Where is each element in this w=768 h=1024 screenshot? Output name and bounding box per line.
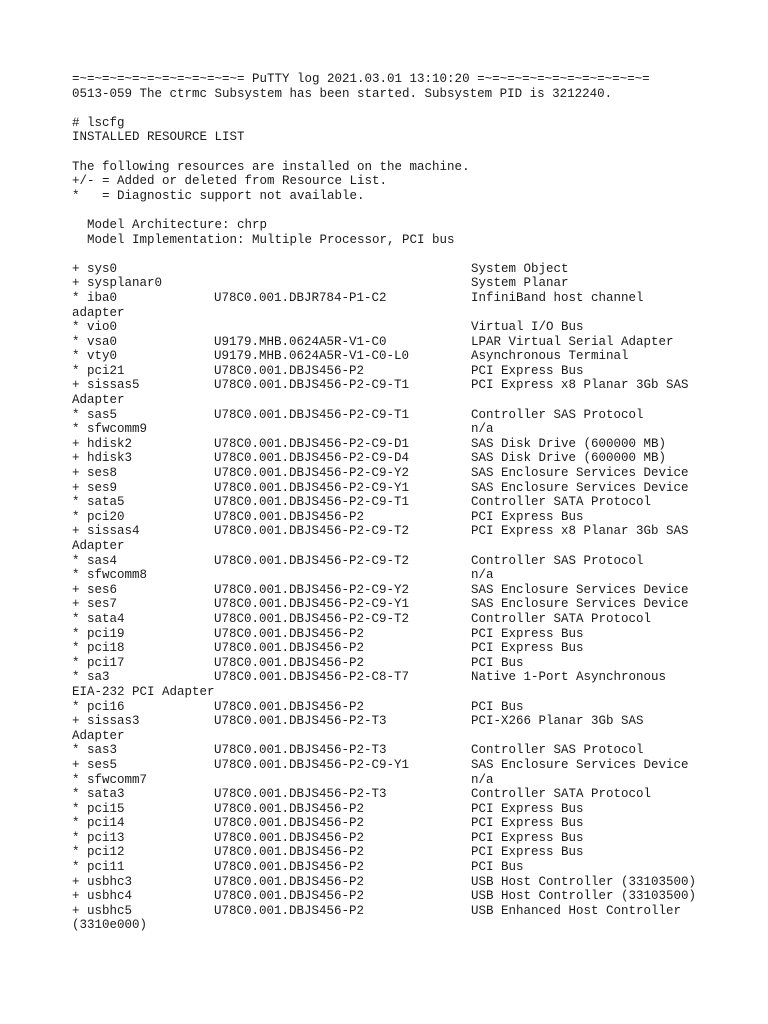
spacer bbox=[72, 203, 712, 218]
resource-location: U78C0.001.DBJS456-P2 bbox=[214, 363, 365, 378]
resource-row bbox=[72, 597, 712, 612]
resource-description: n/a bbox=[471, 772, 494, 787]
resource-description: Native 1-Port Asynchronous bbox=[471, 670, 667, 685]
resource-name: + ses7 bbox=[72, 597, 118, 612]
resource-name: * pci21 bbox=[72, 363, 125, 378]
resource-row bbox=[72, 554, 712, 569]
resource-description: SAS Enclosure Services Device bbox=[471, 466, 689, 481]
resource-row bbox=[72, 524, 712, 539]
resource-name: + sysplanar0 bbox=[72, 276, 163, 291]
resource-name: * pci19 bbox=[72, 626, 125, 641]
resource-description: System Planar bbox=[471, 276, 569, 291]
resource-name: + ses8 bbox=[72, 466, 118, 481]
resource-name: * vio0 bbox=[72, 320, 118, 335]
resource-description: LPAR Virtual Serial Adapter bbox=[471, 334, 674, 349]
resource-row bbox=[72, 583, 712, 598]
resource-row bbox=[72, 335, 712, 350]
resource-name: + sissas3 bbox=[72, 714, 140, 729]
resource-description: SAS Enclosure Services Device bbox=[471, 480, 689, 495]
resource-description: PCI Express x8 Planar 3Gb SAS bbox=[471, 378, 689, 393]
resource-name: + sissas4 bbox=[72, 524, 140, 539]
resource-row bbox=[72, 656, 712, 671]
resource-row bbox=[72, 845, 712, 860]
resource-description: n/a bbox=[471, 568, 494, 583]
resource-row bbox=[72, 291, 712, 306]
resource-description: PCI Express Bus bbox=[471, 830, 584, 845]
resource-name: * pci17 bbox=[72, 655, 125, 670]
resource-row bbox=[72, 831, 712, 846]
spacer bbox=[72, 145, 712, 160]
resource-location: U78C0.001.DBJS456-P2-C9-T2 bbox=[214, 611, 410, 626]
resource-row bbox=[72, 276, 712, 291]
resource-location: U78C0.001.DBJS456-P2-C9-D4 bbox=[214, 451, 410, 466]
resource-location: U78C0.001.DBJS456-P2 bbox=[214, 699, 365, 714]
resource-location: U78C0.001.DBJS456-P2-C9-T1 bbox=[214, 378, 410, 393]
resource-name: + hdisk3 bbox=[72, 451, 133, 466]
resource-name: * pci12 bbox=[72, 845, 125, 860]
resource-name: + sys0 bbox=[72, 261, 118, 276]
resource-description: PCI Bus bbox=[471, 699, 524, 714]
resource-description: PCI Express Bus bbox=[471, 845, 584, 860]
resource-description-continued: adapter bbox=[72, 305, 125, 320]
intro-line: The following resources are installed on the machine. bbox=[72, 159, 470, 174]
resource-row bbox=[72, 802, 712, 817]
resource-name: * pci16 bbox=[72, 699, 125, 714]
resource-description: PCI Bus bbox=[471, 655, 524, 670]
resource-row bbox=[72, 320, 712, 335]
resource-row bbox=[72, 481, 712, 496]
spacer bbox=[72, 247, 712, 262]
resource-row bbox=[72, 612, 712, 627]
resource-row bbox=[72, 627, 712, 642]
spacer bbox=[72, 101, 712, 116]
resource-description: PCI Bus bbox=[471, 860, 524, 875]
resource-location: U78C0.001.DBJS456-P2-C9-Y1 bbox=[214, 757, 410, 772]
resource-description: SAS Disk Drive (600000 MB) bbox=[471, 436, 667, 451]
resource-location: U78C0.001.DBJS456-P2-C9-Y2 bbox=[214, 582, 410, 597]
resource-description: PCI Express x8 Planar 3Gb SAS bbox=[471, 524, 689, 539]
resource-location: U9179.MHB.0624A5R-V1-C0 bbox=[214, 334, 387, 349]
resource-row bbox=[72, 451, 712, 466]
model-architecture: Model Architecture: chrp bbox=[72, 217, 268, 232]
terminal-log-page bbox=[72, 72, 712, 933]
resource-location: U78C0.001.DBJS456-P2 bbox=[214, 845, 365, 860]
resource-location: U78C0.001.DBJR784-P1-C2 bbox=[214, 290, 387, 305]
resource-location: U78C0.001.DBJS456-P2-C9-Y1 bbox=[214, 480, 410, 495]
resource-name: * sas4 bbox=[72, 553, 118, 568]
resource-row bbox=[72, 466, 712, 481]
resource-description-continued: EIA-232 PCI Adapter bbox=[72, 684, 215, 699]
resource-description: USB Enhanced Host Controller bbox=[471, 903, 682, 918]
resource-description: System Object bbox=[471, 261, 569, 276]
resource-description: PCI Express Bus bbox=[471, 626, 584, 641]
resource-location: U78C0.001.DBJS456-P2-C9-T1 bbox=[214, 495, 410, 510]
resource-description: Asynchronous Terminal bbox=[471, 349, 629, 364]
resource-location: U9179.MHB.0624A5R-V1-C0-L0 bbox=[214, 349, 410, 364]
resource-name: + usbhc4 bbox=[72, 889, 133, 904]
resource-location: U78C0.001.DBJS456-P2 bbox=[214, 626, 365, 641]
resource-description: Controller SATA Protocol bbox=[471, 787, 652, 802]
resource-name: * vty0 bbox=[72, 349, 118, 364]
legend-line-added: +/- = Added or deleted from Resource List. bbox=[72, 174, 388, 189]
resource-row bbox=[72, 422, 712, 437]
resource-location: U78C0.001.DBJS456-P2 bbox=[214, 801, 365, 816]
resource-location: U78C0.001.DBJS456-P2 bbox=[214, 816, 365, 831]
resource-name: * sas5 bbox=[72, 407, 118, 422]
resource-row bbox=[72, 437, 712, 452]
resource-description: PCI Express Bus bbox=[471, 363, 584, 378]
resource-name: * sa3 bbox=[72, 670, 110, 685]
resource-row bbox=[72, 495, 712, 510]
resource-description: InfiniBand host channel bbox=[471, 290, 644, 305]
resource-name: * sata5 bbox=[72, 495, 125, 510]
resource-row bbox=[72, 670, 712, 685]
resource-description: USB Host Controller (33103500) bbox=[471, 874, 697, 889]
resource-name: + usbhc3 bbox=[72, 874, 133, 889]
resource-name: * pci20 bbox=[72, 509, 125, 524]
resource-location: U78C0.001.DBJS456-P2-T3 bbox=[214, 787, 387, 802]
resource-row bbox=[72, 262, 712, 277]
resource-description: n/a bbox=[471, 422, 494, 437]
resource-location: U78C0.001.DBJS456-P2 bbox=[214, 830, 365, 845]
resource-row bbox=[72, 714, 712, 729]
resource-location: U78C0.001.DBJS456-P2-T3 bbox=[214, 743, 387, 758]
resource-description: PCI Express Bus bbox=[471, 509, 584, 524]
resource-name: * sfwcomm8 bbox=[72, 568, 148, 583]
resource-location: U78C0.001.DBJS456-P2-C9-D1 bbox=[214, 436, 410, 451]
resource-name: * iba0 bbox=[72, 290, 118, 305]
resource-description: PCI Express Bus bbox=[471, 816, 584, 831]
resource-location: U78C0.001.DBJS456-P2 bbox=[214, 889, 365, 904]
resource-name: * sata3 bbox=[72, 787, 125, 802]
resource-row bbox=[72, 349, 712, 364]
resource-name: + ses6 bbox=[72, 582, 118, 597]
resource-name: * sas3 bbox=[72, 743, 118, 758]
resource-row bbox=[72, 378, 712, 393]
command-line: # lscfg bbox=[72, 115, 125, 130]
resource-name: * pci18 bbox=[72, 641, 125, 656]
resource-description: Controller SAS Protocol bbox=[471, 407, 644, 422]
resource-name: + hdisk2 bbox=[72, 436, 133, 451]
resource-name: * vsa0 bbox=[72, 334, 118, 349]
resource-name: * sfwcomm9 bbox=[72, 422, 148, 437]
resource-description-continued: Adapter bbox=[72, 539, 125, 553]
resource-description: Controller SATA Protocol bbox=[471, 611, 652, 626]
resource-row bbox=[72, 860, 712, 875]
resource-row bbox=[72, 816, 712, 831]
resource-row bbox=[72, 408, 712, 423]
resource-row bbox=[72, 889, 712, 904]
resource-description: Virtual I/O Bus bbox=[471, 320, 584, 335]
resource-name: + ses5 bbox=[72, 757, 118, 772]
resource-row bbox=[72, 904, 712, 919]
resource-row bbox=[72, 743, 712, 758]
resource-description-continued: (3310e000) bbox=[72, 918, 148, 933]
resource-row bbox=[72, 700, 712, 715]
resource-location: U78C0.001.DBJS456-P2-C9-T2 bbox=[214, 524, 410, 539]
resource-description: PCI Express Bus bbox=[471, 801, 584, 816]
list-title: INSTALLED RESOURCE LIST bbox=[72, 130, 245, 145]
resource-description: Controller SAS Protocol bbox=[471, 743, 644, 758]
resource-row bbox=[72, 787, 712, 802]
resource-description: SAS Disk Drive (600000 MB) bbox=[471, 451, 667, 466]
resource-description-continued: Adapter bbox=[72, 393, 125, 408]
resource-description: SAS Enclosure Services Device bbox=[471, 582, 689, 597]
resource-location: U78C0.001.DBJS456-P2 bbox=[214, 874, 365, 889]
resource-row bbox=[72, 641, 712, 656]
resource-location: U78C0.001.DBJS456-P2-C9-Y1 bbox=[214, 597, 410, 612]
resource-description: SAS Enclosure Services Device bbox=[471, 757, 689, 772]
resource-name: + ses9 bbox=[72, 480, 118, 495]
resource-list bbox=[72, 262, 712, 933]
resource-row bbox=[72, 773, 712, 788]
resource-description-continued: Adapter bbox=[72, 728, 125, 743]
resource-location: U78C0.001.DBJS456-P2-C9-T1 bbox=[214, 407, 410, 422]
resource-location: U78C0.001.DBJS456-P2-C9-T2 bbox=[214, 553, 410, 568]
resource-location: U78C0.001.DBJS456-P2 bbox=[214, 903, 365, 918]
resource-row bbox=[72, 510, 712, 525]
resource-name: + sissas5 bbox=[72, 378, 140, 393]
resource-name: * pci13 bbox=[72, 830, 125, 845]
resource-location: U78C0.001.DBJS456-P2-T3 bbox=[214, 714, 387, 729]
resource-location: U78C0.001.DBJS456-P2 bbox=[214, 860, 365, 875]
resource-description: PCI Express Bus bbox=[471, 641, 584, 656]
resource-row bbox=[72, 364, 712, 379]
resource-name: * pci15 bbox=[72, 801, 125, 816]
resource-row bbox=[72, 568, 712, 583]
resource-location: U78C0.001.DBJS456-P2-C8-T7 bbox=[214, 670, 410, 685]
resource-name: * sata4 bbox=[72, 611, 125, 626]
resource-description: Controller SATA Protocol bbox=[471, 495, 652, 510]
resource-name: * pci11 bbox=[72, 860, 125, 875]
resource-location: U78C0.001.DBJS456-P2-C9-Y2 bbox=[214, 466, 410, 481]
resource-name: * pci14 bbox=[72, 816, 125, 831]
resource-description: Controller SAS Protocol bbox=[471, 553, 644, 568]
resource-name: * sfwcomm7 bbox=[72, 772, 148, 787]
resource-location: U78C0.001.DBJS456-P2 bbox=[214, 641, 365, 656]
subsystem-message: 0513-059 The ctrmc Subsystem has been started. Subsystem PID is 3212240. bbox=[72, 86, 613, 101]
resource-row bbox=[72, 758, 712, 773]
legend-line-diagnostic: * = Diagnostic support not available. bbox=[72, 188, 365, 203]
model-implementation: Model Implementation: Multiple Processor, PCI bus bbox=[72, 232, 455, 247]
resource-row bbox=[72, 875, 712, 890]
resource-location: U78C0.001.DBJS456-P2 bbox=[214, 655, 365, 670]
resource-description: USB Host Controller (33103500) bbox=[471, 889, 697, 904]
resource-location: U78C0.001.DBJS456-P2 bbox=[214, 509, 365, 524]
log-header: =~=~=~=~=~=~=~=~=~=~=~= PuTTY log 2021.03.01 13:10:20 =~=~=~=~=~=~=~=~=~=~=~= bbox=[72, 72, 650, 86]
resource-name: + usbhc5 bbox=[72, 903, 133, 918]
resource-description: PCI-X266 Planar 3Gb SAS bbox=[471, 714, 644, 729]
resource-description: SAS Enclosure Services Device bbox=[471, 597, 689, 612]
